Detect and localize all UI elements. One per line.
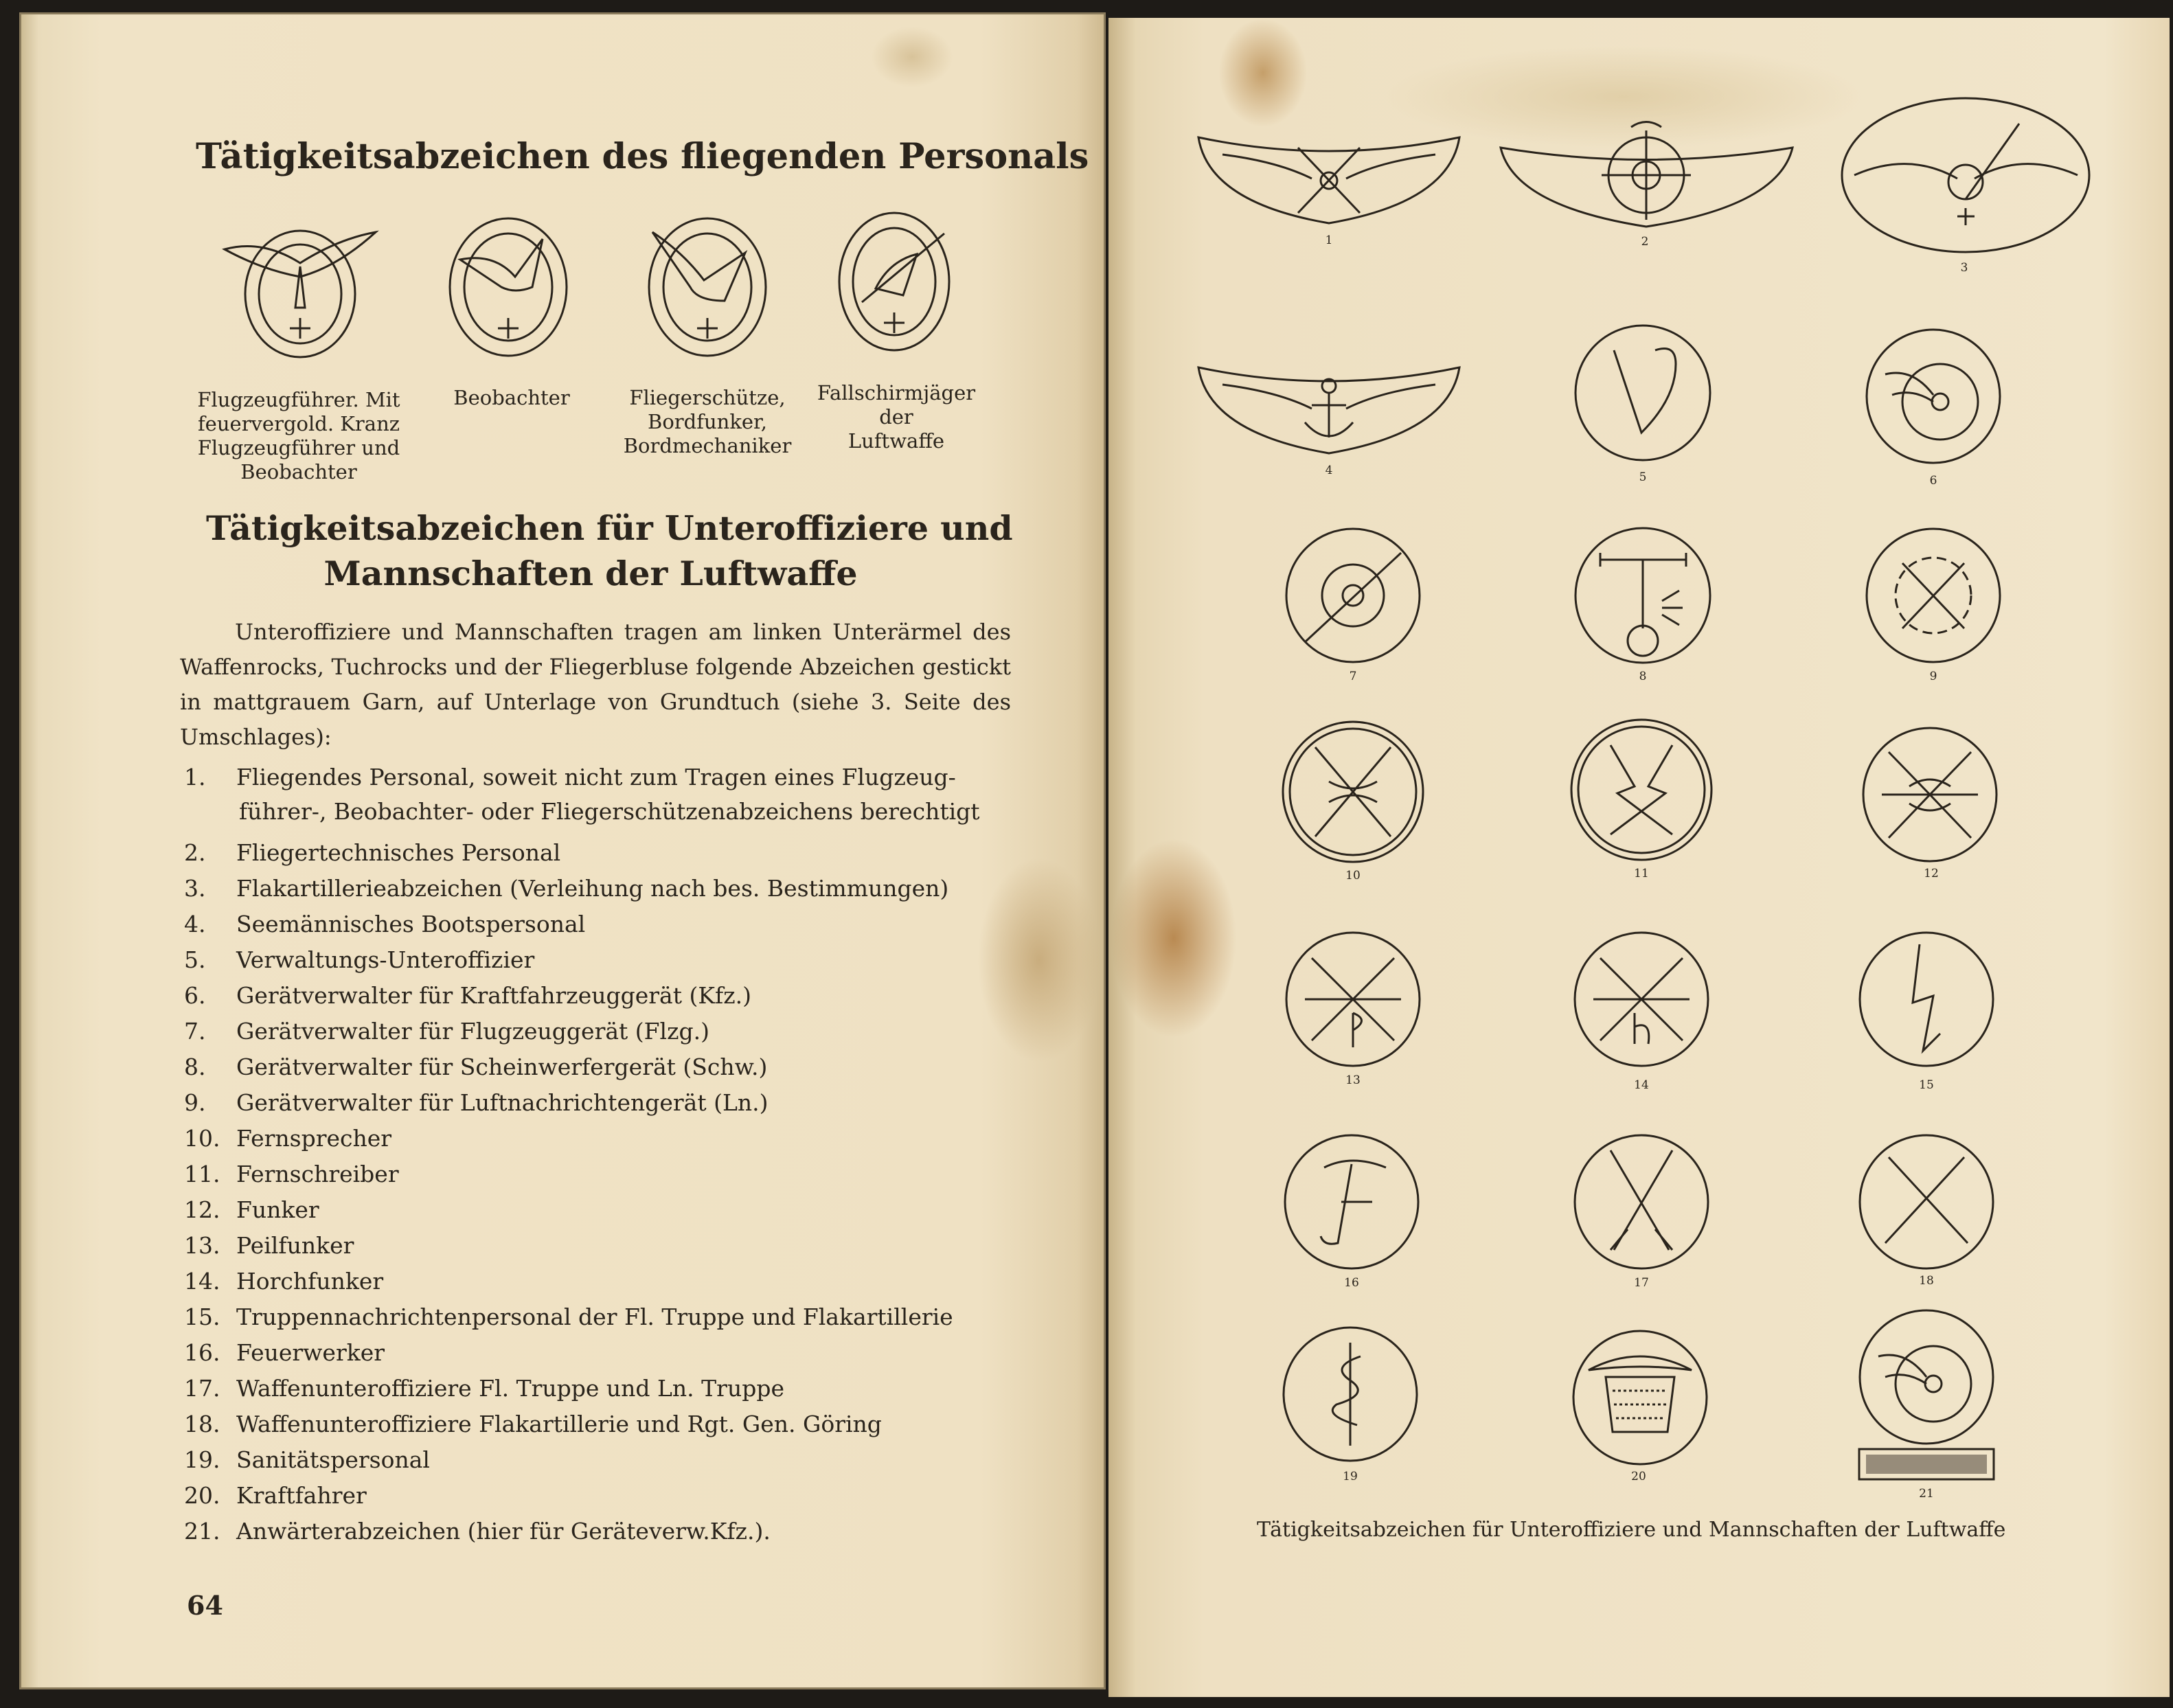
lightning-bolt-icon [1858, 931, 1995, 1068]
telephone-wires-icon [1281, 720, 1425, 864]
list-item [184, 982, 751, 1009]
list-item [184, 1268, 383, 1295]
list-item-number: 20. [184, 1482, 220, 1509]
list-item-text: Fliegendes Personal, soweit nicht zum Tragen eines Flugzeug- [236, 764, 956, 790]
list-item [184, 1303, 953, 1330]
insignia-number: 2 [1641, 235, 1649, 249]
list-item [184, 1411, 882, 1437]
list-item-number: 5. [184, 946, 206, 973]
insignia-number: 18 [1919, 1274, 1934, 1288]
insignia-number: 3 [1960, 261, 1968, 275]
insignia-number: 10 [1345, 869, 1361, 883]
list-item [184, 1054, 767, 1080]
list-item-text: Fliegertechnisches Personal [236, 839, 561, 866]
list-item-number: 4. [184, 911, 206, 937]
insignia-number: 19 [1343, 1470, 1358, 1483]
badge-caption-observer: Beobachter [453, 386, 570, 409]
list-item-text: Fernsprecher [236, 1125, 392, 1152]
insignia-number: 5 [1639, 470, 1647, 484]
list-item [184, 875, 948, 902]
list-item-number: 3. [184, 875, 206, 902]
observer-badge-icon [440, 212, 577, 359]
stain [1218, 18, 1308, 128]
insignia-number: 4 [1325, 464, 1333, 477]
winged-propeller-icon [1195, 127, 1463, 227]
winged-flak-gun-icon [1841, 96, 2091, 254]
heading-flying-personnel: Tätigkeitsabzeichen des fliegenden Personals [196, 136, 1089, 177]
stain [977, 857, 1101, 1063]
paratrooper-badge-icon [834, 206, 955, 354]
insignia-number: 12 [1924, 867, 1939, 880]
insignia-number: 20 [1631, 1470, 1646, 1483]
list-item [184, 764, 956, 790]
list-item [184, 839, 560, 866]
stain [871, 26, 953, 88]
list-item-text: Fernschreiber [236, 1161, 399, 1187]
insignia-number: 15 [1919, 1078, 1934, 1092]
badge-caption-pilot: Flugzeugführer. Mit feuervergold. Kranz Flugzeugführer und Beobachter [197, 388, 400, 483]
list-item-text: Seemännisches Bootspersonal [236, 911, 586, 937]
list-item [184, 1161, 399, 1187]
list-item-text: Funker [236, 1196, 319, 1223]
list-item [184, 1375, 784, 1402]
list-item [184, 1018, 709, 1045]
list-item-continuation: führer-, Beobachter- oder Fliegerschützenabzeichens berechtigt [239, 798, 980, 825]
list-item-text: Anwärterabzeichen (hier für Geräteverw.Kfz.). [236, 1518, 771, 1545]
list-item [184, 1125, 391, 1152]
air-gunner-badge-icon [642, 212, 773, 359]
list-item-number: 15. [184, 1303, 220, 1330]
list-item [184, 1482, 367, 1509]
list-item-number: 17. [184, 1375, 220, 1402]
list-item-number: 1. [184, 764, 206, 790]
page-number: 64 [187, 1590, 223, 1621]
insignia-number: 13 [1345, 1073, 1361, 1087]
heading-nco-line1: Tätigkeitsabzeichen für Unteroffiziere und [206, 508, 1013, 548]
insignia-number: 1 [1325, 234, 1333, 247]
list-item-text: Verwaltungs-Unteroffizier [236, 946, 535, 973]
list-item-text: Waffenunteroffiziere Flakartillerie und Rgt. Gen. Göring [236, 1411, 882, 1437]
pilot-observer-badge-icon [221, 212, 379, 359]
list-item-text: Horchfunker [236, 1268, 384, 1295]
list-item-text: Feuerwerker [236, 1339, 385, 1366]
insignia-number: 9 [1929, 670, 1937, 683]
list-item-text: Gerätverwalter für Flugzeuggerät (Flzg.) [236, 1018, 709, 1045]
list-item-text: Gerätverwalter für Luftnachrichtengerät (Ln.) [236, 1089, 769, 1116]
list-item-number: 19. [184, 1446, 220, 1473]
list-item-text: Kraftfahrer [236, 1482, 367, 1509]
list-item-text: Truppennachrichtenpersonal der Fl. Truppe und Flakartillerie [236, 1303, 953, 1330]
intro-paragraph: Unteroffiziere und Mannschaften tragen am linken Unterärmel des Waffenrocks, Tuchrocks und der Fliegerbluse folgende Abzeichen gestickt in mattgrauem Garn, auf Unterlage von Grundtuch (siehe 3. Seite des Umschlages): [180, 619, 1011, 750]
letter-f-icon [1283, 1133, 1420, 1271]
staff-of-aesculapius-icon [1282, 1325, 1419, 1463]
searchlight-icon [1573, 525, 1714, 666]
list-item-text: Sanitätspersonal [236, 1446, 430, 1473]
list-item-number: 8. [184, 1054, 206, 1080]
radio-waves-icon [1861, 725, 1999, 865]
list-item [184, 1089, 769, 1116]
list-item-number: 18. [184, 1411, 220, 1437]
insignia-number: 17 [1634, 1276, 1649, 1290]
winged-anchor-icon [1195, 357, 1463, 457]
insignia-number: 7 [1349, 670, 1357, 683]
list-item-number: 21. [184, 1518, 220, 1545]
badge-caption-paratrooper: Fallschirmjäger der Luftwaffe [817, 381, 976, 453]
list-item [184, 911, 585, 937]
list-item-number: 10. [184, 1125, 220, 1152]
badge-caption-gunner: Fliegerschütze, Bordfunker, Bordmechaniker [623, 386, 792, 457]
insignia-number: 16 [1344, 1276, 1359, 1290]
winged-wreath-propeller-icon [1497, 117, 1796, 230]
crossed-rifles-icon [1573, 1133, 1710, 1271]
list-item-number: 13. [184, 1232, 220, 1259]
crossed-lightning-icon [1569, 718, 1714, 862]
list-item [184, 1446, 430, 1473]
aircraft-engine-icon [1284, 525, 1422, 666]
cogwheel-lightning-icon [1865, 525, 2002, 666]
insignia-number: 8 [1639, 670, 1647, 683]
crossed-gun-barrels-icon [1858, 1133, 1995, 1271]
insignia-number: 14 [1634, 1078, 1649, 1092]
insignia-number: 21 [1919, 1487, 1934, 1501]
winged-wheel-bar-icon [1858, 1308, 1995, 1483]
stain [1108, 835, 1239, 1041]
insignia-number: 11 [1634, 867, 1649, 880]
list-item-number: 14. [184, 1268, 220, 1295]
list-item [184, 1339, 385, 1366]
list-item-number: 12. [184, 1196, 220, 1223]
list-item [184, 946, 534, 973]
plate-caption: Tätigkeitsabzeichen für Unteroffiziere und Mannschaften der Luftwaffe [1257, 1518, 2006, 1542]
list-item [184, 1196, 319, 1223]
steering-wheel-icon [1571, 1329, 1709, 1466]
list-item-text: Gerätverwalter für Kraftfahrzeuggerät (Kfz.) [236, 982, 751, 1009]
list-item-text: Flakartillerieabzeichen (Verleihung nach bes. Bestimmungen) [236, 875, 949, 902]
list-item-number: 6. [184, 982, 206, 1009]
letter-v-icon [1573, 323, 1714, 464]
list-item-text: Gerätverwalter für Scheinwerfergerät (Schw.) [236, 1054, 768, 1080]
radio-waves-h-icon [1573, 931, 1710, 1068]
winged-wheel-icon [1865, 326, 2002, 467]
list-item-number: 9. [184, 1089, 206, 1116]
heading-nco-line2: Mannschaften der Luftwaffe [323, 554, 858, 593]
list-item-number: 2. [184, 839, 206, 866]
list-item-number: 16. [184, 1339, 220, 1366]
list-item [184, 1232, 354, 1259]
list-item [184, 1518, 771, 1545]
list-item-number: 7. [184, 1018, 206, 1045]
list-item-number: 11. [184, 1161, 220, 1187]
list-item-text: Peilfunker [236, 1232, 354, 1259]
radio-waves-p-icon [1284, 931, 1422, 1068]
list-item-text: Waffenunteroffiziere Fl. Truppe und Ln. Truppe [236, 1375, 784, 1402]
insignia-number: 6 [1929, 474, 1937, 488]
